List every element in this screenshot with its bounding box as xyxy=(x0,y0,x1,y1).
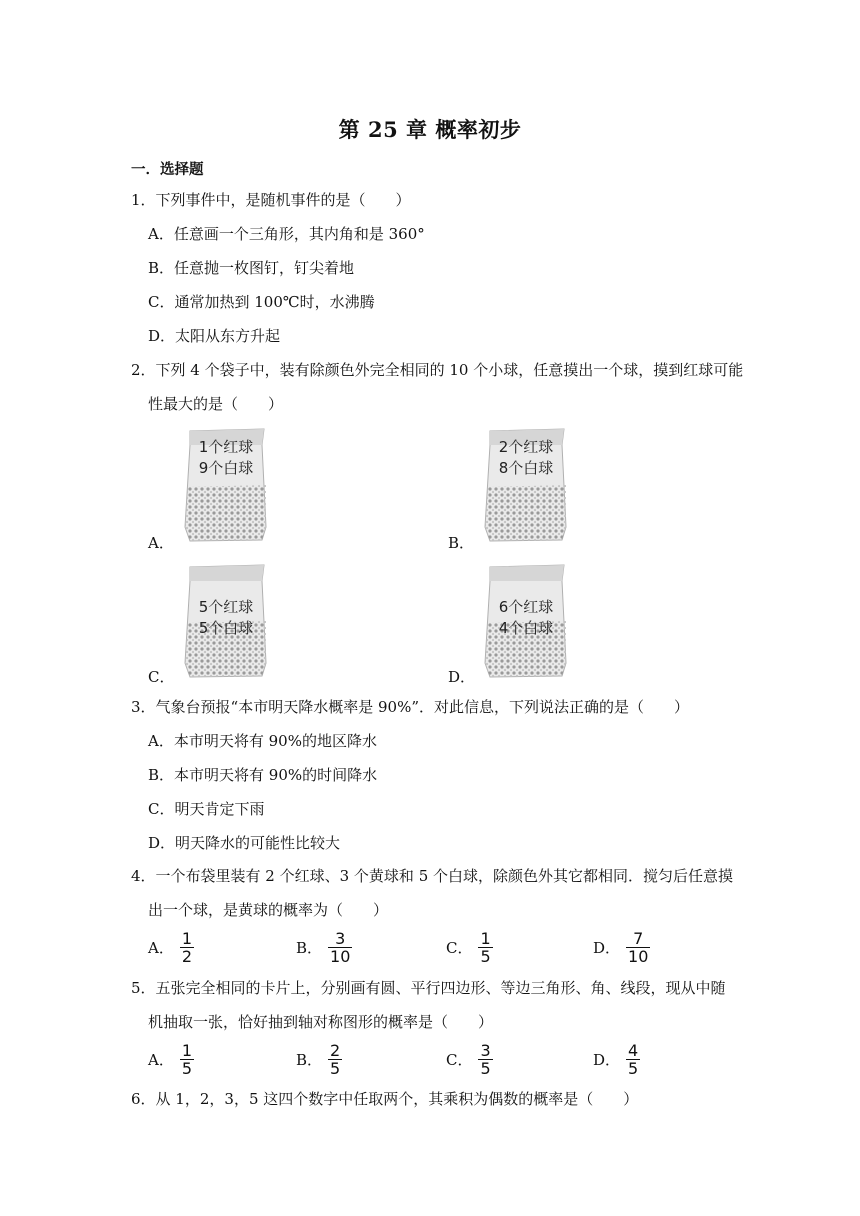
question-1-stem: 1．下列事件中，是随机事件的是（ ） xyxy=(131,191,411,209)
denominator: 5 xyxy=(330,1059,341,1078)
question-2-option-d-letter: D． xyxy=(448,668,476,686)
fraction xyxy=(180,930,194,965)
question-1-option-b: B．任意抛一枚图钉，钉尖着地 xyxy=(148,259,355,277)
denominator: 10 xyxy=(330,947,351,966)
denominator: 5 xyxy=(480,1059,491,1078)
bag-a-label-white: 9个白球 xyxy=(198,459,254,477)
question-2-stem-line1: 2．下列 4 个袋子中，装有除颜色外完全相同的 10 个小球，任意摸出一个球，摸到红球可能 xyxy=(131,361,744,379)
option-letter: A． xyxy=(148,1051,174,1069)
numerator: 7 xyxy=(633,929,644,948)
question-1-option-d: D．太阳从东方升起 xyxy=(148,327,281,345)
option-letter: C． xyxy=(446,939,473,957)
bag-c-label-white: 5个白球 xyxy=(198,619,254,637)
bag-image-d xyxy=(482,563,570,679)
numerator: 1 xyxy=(480,929,491,948)
fraction xyxy=(328,1042,342,1077)
question-2-option-b-letter: B． xyxy=(448,534,475,552)
bag-image-b xyxy=(482,427,570,543)
option-letter: B． xyxy=(296,1051,323,1069)
bag-image-c xyxy=(182,563,270,679)
denominator: 5 xyxy=(628,1059,639,1078)
option-letter: D． xyxy=(593,1051,621,1069)
denominator: 2 xyxy=(181,947,193,966)
question-1-option-a: A．任意画一个三角形，其内角和是 360° xyxy=(148,225,425,243)
question-2-option-c-letter: C． xyxy=(148,668,175,686)
question-4-option-b xyxy=(296,930,352,965)
numerator: 4 xyxy=(628,1041,639,1060)
fraction xyxy=(626,1042,640,1077)
question-5-option-d xyxy=(593,1042,640,1077)
bag-d-label-red: 6个红球 xyxy=(498,598,554,616)
question-4-option-a xyxy=(148,930,194,965)
bag-b-label-red: 2个红球 xyxy=(498,438,554,456)
fraction xyxy=(478,1042,492,1077)
question-5-stem-line1: 5．五张完全相同的卡片上，分别画有圆、平行四边形、等边三角形、角、线段，现从中随 xyxy=(131,979,726,997)
question-3-stem: 3．气象台预报“本市明天降水概率是 90%”．对此信息，下列说法正确的是（ ） xyxy=(131,698,689,716)
option-letter: A． xyxy=(148,939,174,957)
question-3-option-d: D．明天降水的可能性比较大 xyxy=(148,834,341,852)
question-1-option-c: C．通常加热到 100℃时，水沸腾 xyxy=(148,293,375,311)
bag-c-label-red: 5个红球 xyxy=(198,598,254,616)
numerator: 3 xyxy=(335,929,346,948)
bag-a-label-red: 1个红球 xyxy=(198,438,254,456)
numerator: 1 xyxy=(181,929,193,948)
question-4-option-c xyxy=(446,930,493,965)
question-5-option-c xyxy=(446,1042,493,1077)
denominator: 10 xyxy=(628,947,649,966)
question-5-stem-line2: 机抽取一张，恰好抽到轴对称图形的概率是（ ） xyxy=(148,1013,494,1031)
question-5-option-a xyxy=(148,1042,194,1077)
option-letter: D． xyxy=(593,939,621,957)
denominator: 5 xyxy=(181,1059,193,1078)
question-4-stem-line2: 出一个球，是黄球的概率为（ ） xyxy=(148,901,389,919)
fraction xyxy=(478,930,492,965)
numerator: 3 xyxy=(480,1041,491,1060)
question-6-stem: 6．从 1，2，3，5 这四个数字中任取两个，其乘积为偶数的概率是（ ） xyxy=(131,1090,639,1108)
denominator: 5 xyxy=(480,947,491,966)
question-4-stem-line1: 4．一个布袋里装有 2 个红球、3 个黄球和 5 个白球，除颜色外其它都相同．搅匀后任意摸 xyxy=(131,867,734,885)
numerator: 1 xyxy=(181,1041,193,1060)
fraction xyxy=(180,1042,194,1077)
question-2-option-a-letter: A． xyxy=(148,534,174,552)
numerator: 2 xyxy=(330,1041,341,1060)
bag-b-label-white: 8个白球 xyxy=(498,459,554,477)
fraction xyxy=(328,930,352,965)
option-letter: C． xyxy=(446,1051,473,1069)
bag-d-label-white: 4个白球 xyxy=(498,619,554,637)
question-5-option-b xyxy=(296,1042,342,1077)
chapter-title: 第 25 章 概率初步 xyxy=(338,117,522,142)
bag-image-a xyxy=(182,427,270,543)
question-3-option-a: A．本市明天将有 90%的地区降水 xyxy=(148,732,377,750)
fraction xyxy=(626,930,650,965)
option-letter: B． xyxy=(296,939,323,957)
question-2-stem-line2: 性最大的是（ ） xyxy=(148,395,284,413)
question-4-option-d xyxy=(593,930,650,965)
question-3-option-b: B．本市明天将有 90%的时间降水 xyxy=(148,766,378,784)
section-heading: 一．选择题 xyxy=(131,161,204,178)
question-3-option-c: C．明天肯定下雨 xyxy=(148,800,265,818)
